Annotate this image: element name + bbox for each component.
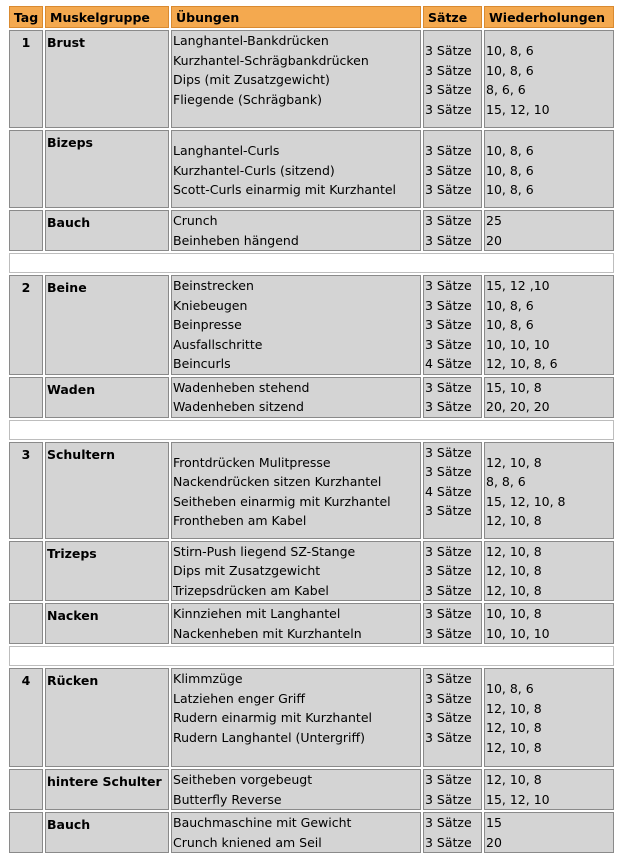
sets-cell <box>423 442 482 539</box>
reps-value: 12, 10, 8 <box>486 739 542 755</box>
reps-value: 15 <box>486 815 502 830</box>
day-number-cell <box>9 210 43 251</box>
exercise-name: Frontheben am Kabel <box>173 513 307 528</box>
reps-value: 10, 8, 6 <box>486 43 534 58</box>
reps-value: 10, 8, 6 <box>486 681 534 696</box>
muscle-group-name: Trizeps <box>47 545 97 561</box>
reps-value: 15, 12, 10 <box>486 791 550 807</box>
training-plan-table <box>7 4 616 855</box>
sets-value: 3 Sätze <box>425 543 472 559</box>
header-muscle-group: Muskelgruppe <box>45 6 169 28</box>
sets-value: 3 Sätze <box>425 690 472 706</box>
sets-value: 3 Sätze <box>425 317 472 332</box>
muscle-group-name: Waden <box>47 381 96 397</box>
reps-value: 15, 12 ,10 <box>486 278 550 293</box>
table-row <box>9 30 614 128</box>
reps-value: 12, 10, 8 <box>486 543 542 559</box>
muscle-group-cell <box>45 130 169 208</box>
reps-cell <box>484 442 614 539</box>
sets-value: 3 Sätze <box>425 62 472 78</box>
reps-cell <box>484 812 614 853</box>
separator-cell <box>9 253 614 273</box>
exercise-name: Wadenheben sitzend <box>173 399 304 414</box>
sets-value: 3 Sätze <box>425 834 472 850</box>
separator-cell <box>9 420 614 440</box>
sets-value: 3 Sätze <box>425 625 472 641</box>
muscle-group-name: Brust <box>47 35 86 50</box>
reps-cell <box>484 603 614 644</box>
exercises-cell <box>171 812 421 853</box>
day-number-cell <box>9 442 43 539</box>
muscle-group-name: hintere Schulter <box>47 774 162 789</box>
exercise-name: Rudern einarmig mit Kurzhantel <box>173 710 372 725</box>
exercise-name: Beinpresse <box>173 317 242 332</box>
exercise-name: Butterfly Reverse <box>173 791 282 807</box>
sets-value: 3 Sätze <box>425 464 472 479</box>
muscle-group-name: Bizeps <box>47 135 93 150</box>
reps-cell <box>484 668 614 767</box>
sets-value: 3 Sätze <box>425 563 472 578</box>
reps-value: 12, 10, 8 <box>486 454 542 470</box>
header-reps: Wiederholungen <box>484 6 614 28</box>
exercise-name: Fliegende (Schrägbank) <box>173 91 322 107</box>
reps-value: 15, 10, 8 <box>486 379 542 395</box>
sets-value: 3 Sätze <box>425 606 472 621</box>
exercises-cell <box>171 130 421 208</box>
muscle-group-cell <box>45 769 169 810</box>
exercises-cell <box>171 668 421 767</box>
reps-value: 20, 20, 20 <box>486 399 550 414</box>
sets-value: 3 Sätze <box>425 710 472 725</box>
exercise-name: Langhantel-Bankdrücken <box>173 33 329 48</box>
sets-cell <box>423 275 482 375</box>
exercise-name: Langhantel-Curls <box>173 143 280 158</box>
exercises-cell <box>171 377 421 418</box>
day-number: 1 <box>21 35 31 50</box>
day-number-cell <box>9 769 43 810</box>
sets-value: 3 Sätze <box>425 278 472 293</box>
exercises-cell <box>171 603 421 644</box>
reps-cell <box>484 769 614 810</box>
sets-cell <box>423 812 482 853</box>
sets-cell <box>423 541 482 602</box>
table-row <box>9 210 614 251</box>
sets-value: 3 Sätze <box>425 379 472 395</box>
exercise-name: Beinheben hängend <box>173 232 299 248</box>
reps-value: 10, 8, 6 <box>486 182 534 197</box>
sets-cell <box>423 30 482 128</box>
table-row <box>9 541 614 602</box>
sets-value: 4 Sätze <box>425 356 472 371</box>
reps-value: 12, 10, 8 <box>486 772 542 787</box>
table-row <box>9 603 614 644</box>
reps-value: 12, 10, 8, 6 <box>486 356 558 371</box>
exercise-name: Crunch <box>173 213 218 228</box>
sets-value: 3 Sätze <box>425 232 472 248</box>
exercise-name: Beincurls <box>173 356 231 371</box>
muscle-group-name: Beine <box>47 280 87 295</box>
exercise-name: Wadenheben stehend <box>173 379 310 395</box>
exercise-name: Trizepsdrücken am Kabel <box>173 582 329 598</box>
day-separator-row <box>9 420 614 440</box>
day-number-cell <box>9 377 43 418</box>
sets-value: 3 Sätze <box>425 182 472 197</box>
exercises-cell <box>171 210 421 251</box>
sets-cell <box>423 377 482 418</box>
sets-value: 3 Sätze <box>425 444 472 460</box>
sets-cell <box>423 769 482 810</box>
table-row <box>9 769 614 810</box>
muscle-group-cell <box>45 812 169 853</box>
muscle-group-cell <box>45 668 169 767</box>
header-sets: Sätze <box>423 6 482 28</box>
reps-value: 10, 8, 6 <box>486 162 534 178</box>
exercise-name: Scott-Curls einarmig mit Kurzhantel <box>173 182 397 197</box>
day-number-cell <box>9 541 43 602</box>
sets-cell <box>423 668 482 767</box>
sets-value: 3 Sätze <box>425 101 472 117</box>
reps-value: 10, 8, 6 <box>486 317 534 332</box>
sets-value: 3 Sätze <box>425 162 472 178</box>
day-number: 3 <box>21 446 31 462</box>
day-number-cell <box>9 603 43 644</box>
muscle-group-cell <box>45 210 169 251</box>
reps-value: 12, 10, 8 <box>486 563 542 578</box>
sets-value: 3 Sätze <box>425 82 472 97</box>
reps-value: 15, 12, 10, 8 <box>486 493 566 509</box>
exercise-name: Klimmzüge <box>173 671 243 686</box>
day-number-cell <box>9 130 43 208</box>
exercise-name: Kurzhantel-Curls (sitzend) <box>173 162 335 178</box>
muscle-group-name: Bauch <box>47 215 91 230</box>
header-exercises: Übungen <box>171 6 421 28</box>
reps-cell <box>484 377 614 418</box>
sets-value: 3 Sätze <box>425 815 472 830</box>
table-row <box>9 812 614 853</box>
table-body <box>9 30 614 853</box>
reps-cell <box>484 275 614 375</box>
exercise-name: Kurzhantel-Schrägbankdrücken <box>173 52 369 68</box>
exercise-name: Ausfallschritte <box>173 336 263 352</box>
reps-value: 12, 10, 8 <box>486 700 542 716</box>
day-number-cell <box>9 668 43 767</box>
sets-cell <box>423 210 482 251</box>
day-number: 4 <box>21 673 31 688</box>
day-number-cell <box>9 812 43 853</box>
day-separator-row <box>9 253 614 273</box>
muscle-group-cell <box>45 442 169 539</box>
exercise-name: Frontdrücken Mulitpresse <box>173 454 331 470</box>
sets-value: 3 Sätze <box>425 791 472 807</box>
exercise-name: Seitheben einarmig mit Kurzhantel <box>173 493 391 509</box>
reps-value: 8, 8, 6 <box>486 474 526 489</box>
sets-value: 4 Sätze <box>425 483 472 499</box>
exercises-cell <box>171 541 421 602</box>
exercise-name: Seitheben vorgebeugt <box>173 772 313 787</box>
day-number-cell <box>9 275 43 375</box>
exercise-name: Stirn-Push liegend SZ-Stange <box>173 543 356 559</box>
reps-value: 10, 8, 6 <box>486 62 534 78</box>
table-header-row <box>9 6 614 28</box>
sets-cell <box>423 130 482 208</box>
reps-value: 10, 8, 6 <box>486 143 534 158</box>
header-day: Tag <box>9 6 43 28</box>
table-row <box>9 442 614 539</box>
table-row <box>9 275 614 375</box>
reps-value: 8, 6, 6 <box>486 82 526 97</box>
separator-cell <box>9 646 614 666</box>
exercise-name: Nackenheben mit Kurzhanteln <box>173 625 362 641</box>
muscle-group-cell <box>45 603 169 644</box>
sets-value: 3 Sätze <box>425 671 472 686</box>
exercise-name: Latziehen enger Griff <box>173 690 306 706</box>
day-number: 2 <box>21 280 31 295</box>
sets-value: 3 Sätze <box>425 582 472 598</box>
sets-value: 3 Sätze <box>425 503 472 518</box>
reps-cell <box>484 30 614 128</box>
exercise-name: Bauchmaschine mit Gewicht <box>173 815 352 830</box>
reps-value: 10, 8, 6 <box>486 297 534 313</box>
reps-value: 20 <box>486 834 502 850</box>
exercise-name: Kniebeugen <box>173 297 248 313</box>
exercise-name: Crunch kniened am Seil <box>173 834 322 850</box>
exercises-cell <box>171 30 421 128</box>
sets-value: 3 Sätze <box>425 772 472 787</box>
sets-value: 3 Sätze <box>425 43 472 58</box>
exercise-name: Kinnziehen mit Langhantel <box>173 606 341 621</box>
day-number-cell <box>9 30 43 128</box>
sets-value: 3 Sätze <box>425 399 472 414</box>
sets-value: 3 Sätze <box>425 143 472 158</box>
reps-cell <box>484 210 614 251</box>
table-row <box>9 668 614 767</box>
reps-cell <box>484 541 614 602</box>
reps-value: 10, 10, 8 <box>486 606 542 621</box>
reps-value: 25 <box>486 213 502 228</box>
reps-value: 10, 10, 10 <box>486 625 550 641</box>
muscle-group-name: Rücken <box>47 673 99 688</box>
exercise-name: Dips (mit Zusatzgewicht) <box>173 72 330 87</box>
muscle-group-cell <box>45 541 169 602</box>
muscle-group-name: Schultern <box>47 446 116 462</box>
reps-value: 12, 10, 8 <box>486 513 542 528</box>
reps-cell <box>484 130 614 208</box>
table-row <box>9 130 614 208</box>
sets-value: 3 Sätze <box>425 336 472 352</box>
reps-value: 15, 12, 10 <box>486 101 550 117</box>
muscle-group-name: Nacken <box>47 608 99 623</box>
reps-value: 20 <box>486 232 502 248</box>
exercise-name: Beinstrecken <box>173 278 254 293</box>
reps-value: 12, 10, 8 <box>486 582 542 598</box>
muscle-group-cell <box>45 275 169 375</box>
table-row <box>9 377 614 418</box>
exercises-cell <box>171 275 421 375</box>
exercises-cell <box>171 769 421 810</box>
sets-value: 3 Sätze <box>425 213 472 228</box>
exercise-name: Dips mit Zusatzgewicht <box>173 563 321 578</box>
reps-value: 12, 10, 8 <box>486 720 542 735</box>
sets-value: 3 Sätze <box>425 729 472 745</box>
sets-cell <box>423 603 482 644</box>
exercises-cell <box>171 442 421 539</box>
exercise-name: Rudern Langhantel (Untergriff) <box>173 729 366 745</box>
muscle-group-name: Bauch <box>47 817 91 832</box>
reps-value: 10, 10, 10 <box>486 336 550 352</box>
day-separator-row <box>9 646 614 666</box>
sets-value: 3 Sätze <box>425 297 472 313</box>
muscle-group-cell <box>45 30 169 128</box>
exercise-name: Nackendrücken sitzen Kurzhantel <box>173 474 382 489</box>
muscle-group-cell <box>45 377 169 418</box>
